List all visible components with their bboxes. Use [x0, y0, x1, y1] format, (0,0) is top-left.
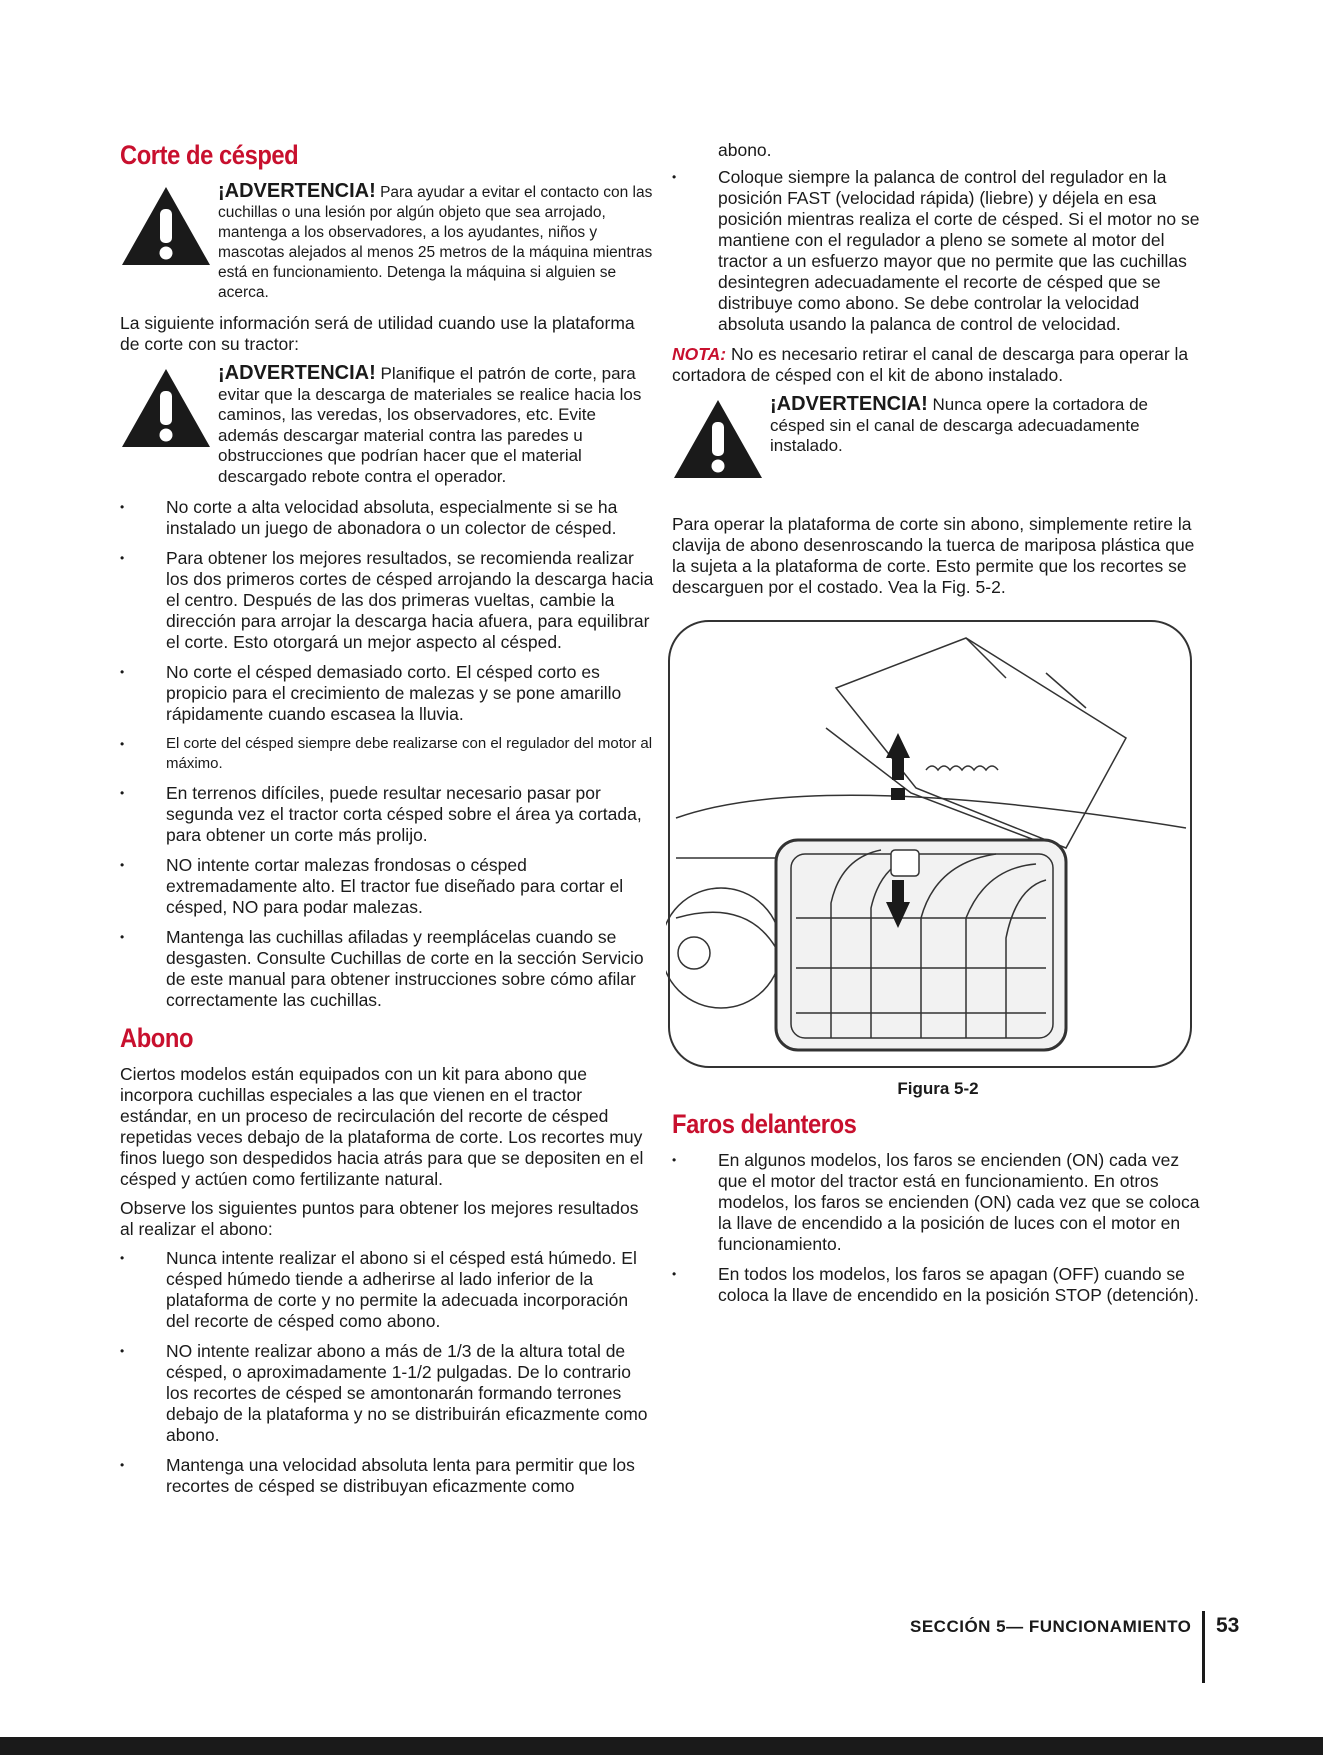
list-item: • En terrenos difíciles, puede resultar necesario pasar por segunda vez el tractor corta césped sobre el área ya cortada, para obtener un corte más prolijo. — [120, 783, 655, 846]
headlights-list — [672, 1150, 1204, 1306]
heading-faros-delanteros: Faros delanteros — [672, 1109, 857, 1139]
list-item: • Para obtener los mejores resultados, se recomienda realizar los dos primeros cortes de césped arrojando la descarga hacia el centro. Después de las dos primeras vueltas, cambie la dirección para arrojar la descarga hacia afuera, para equilibrar el corte. Esto otorgará un mejor aspecto al césped. — [120, 548, 655, 653]
continuation-text: abono. — [718, 140, 772, 160]
list-item: • En algunos modelos, los faros se encienden (ON) cada vez que el motor del tractor está en funcionamiento. En otros modelos, los faros se encienden (ON) cada vez que se coloca la llave de encendido a la posición de luces con el motor en funcionamiento. — [672, 1150, 1204, 1255]
warning-2-text: Planifique el patrón de corte, para evitar que la descarga de materiales se realice hacia los caminos, las veredas, los observadores, etc. Evite además descargar material contra las paredes u obstrucciones que podrían hacer que el material descargado rebote contra el operador. — [218, 364, 642, 486]
footer-divider — [1202, 1611, 1205, 1683]
warning-block-2 — [120, 363, 655, 487]
note-paragraph — [672, 344, 1204, 386]
list-item: • No corte el césped demasiado corto. El césped corto es propicio para el crecimiento de malezas y se pone amarillo rápidamente cuando escasea la lluvia. — [120, 662, 655, 725]
throttle-list — [672, 167, 1204, 335]
warning-block-3 — [672, 394, 1204, 504]
bottom-scan-edge — [0, 1737, 1323, 1755]
list-item: • No corte a alta velocidad absoluta, especialmente si se ha instalado un juego de abonadora o un colector de césped. — [120, 497, 655, 539]
intro-paragraph: La siguiente información será de utilidad cuando use la plataforma de corte con su tractor: — [120, 313, 635, 354]
warning-triangle-icon — [120, 185, 212, 267]
list-item: • NO intente realizar abono a más de 1/3 de la altura total de césped, o aproximadamente 1-1/2 pulgadas. De lo contrario los recortes de césped se amontonarán formando terrones debajo de la plataforma y no se distribuirán eficazmente como abono. — [120, 1341, 655, 1446]
mowing-tips-list — [120, 497, 655, 1011]
footer-section-label: SECCIÓN 5— FUNCIONAMIENTO — [910, 1617, 1192, 1636]
list-item: • Mantenga una velocidad absoluta lenta para permitir que los recortes de césped se distribuyan eficazmente como — [120, 1455, 655, 1497]
warning-1-title: ¡ADVERTENCIA! — [218, 180, 376, 202]
abono-paragraph-2: Observe los siguientes puntos para obtener los mejores resultados al realizar el abono: — [120, 1198, 639, 1239]
list-item: • Nunca intente realizar el abono si el césped está húmedo. El césped húmedo tiende a adherirse al lado inferior de la plataforma de corte y no permite la adecuada incorporación del recorte de césped como abono. — [120, 1248, 655, 1332]
list-item: • NO intente cortar malezas frondosas o césped extremadamente alto. El tractor fue diseñado para cortar el césped, NO para podar malezas. — [120, 855, 655, 918]
left-column — [120, 140, 655, 1506]
warning-3-title: ¡ADVERTENCIA! — [770, 393, 928, 415]
list-item: • Mantenga las cuchillas afiladas y reemplácelas cuando se desgasten. Consulte Cuchillas de corte en la sección Servicio de este manual para obtener instrucciones sobre cómo afilar correctamente las cuchillas. — [120, 927, 655, 1011]
warning-1-text: Para ayudar a evitar el contacto con las cuchillas o una lesión por algún objeto que sea arrojado, mantenga a los observadores, a los ayudantes, niños y mascotas alejados al menos 25 metros de la máquina mientras está en funcionamiento. Detenga la máquina si alguien se acerca. — [218, 184, 653, 301]
heading-corte-de-cesped: Corte de césped — [120, 140, 299, 170]
page-number: 53 — [1216, 1614, 1240, 1637]
warning-3-text: Nunca opere la cortadora de césped sin el canal de descarga adecuadamente instalado. — [770, 395, 1148, 455]
list-item: • Coloque siempre la palanca de control del regulador en la posición FAST (velocidad rápida) (liebre) y déjela en esa posición mientras realiza el corte de césped. Si el motor no se mantiene con el regulador a pleno se somete al motor del tractor a un esfuerzo mayor que no permite que las cuchillas desintegren adecuadamente el recorte de césped que se distribuye como abono. Se debe controlar la velocidad absoluta usando la palanca de control de velocidad. — [672, 167, 1204, 335]
heading-abono: Abono — [120, 1023, 194, 1053]
abono-tips-list — [120, 1248, 655, 1497]
abono-paragraph-1: Ciertos modelos están equipados con un kit para abono que incorpora cuchillas especiales a las que vienen en el tractor estándar, en un proceso de recirculación del recorte de césped repetidas veces debajo de la plataforma de corte. Los recortes muy finos luego son despedidos hacia atrás para que se depositen en el césped y actúen como fertilizante natural. — [120, 1064, 644, 1189]
right-column — [672, 140, 1204, 1315]
note-label: NOTA: — [672, 344, 727, 364]
warning-triangle-icon — [120, 367, 212, 449]
figure-caption: Figura 5-2 — [897, 1079, 979, 1098]
note-text: No es necesario retirar el canal de descarga para operar la cortadora de césped con el kit de abono instalado. — [672, 344, 1189, 385]
warning-block-1 — [120, 181, 655, 303]
figure-mulch-plug-illustration — [666, 618, 1194, 1070]
warning-triangle-icon — [672, 398, 764, 480]
warning-2-title: ¡ADVERTENCIA! — [218, 362, 376, 384]
list-item: • En todos los modelos, los faros se apagan (OFF) cuando se coloca la llave de encendido en la posición STOP (detención). — [672, 1264, 1204, 1306]
list-item: • El corte del césped siempre debe realizarse con el regulador del motor al máximo. — [120, 734, 655, 774]
operate-paragraph: Para operar la plataforma de corte sin abono, simplemente retire la clavija de abono desenroscando la tuerca de mariposa plástica que la sujeta a la plataforma de corte. Esto permite que los recortes se descarguen por el costado. Vea la Fig. 5-2. — [672, 514, 1195, 597]
